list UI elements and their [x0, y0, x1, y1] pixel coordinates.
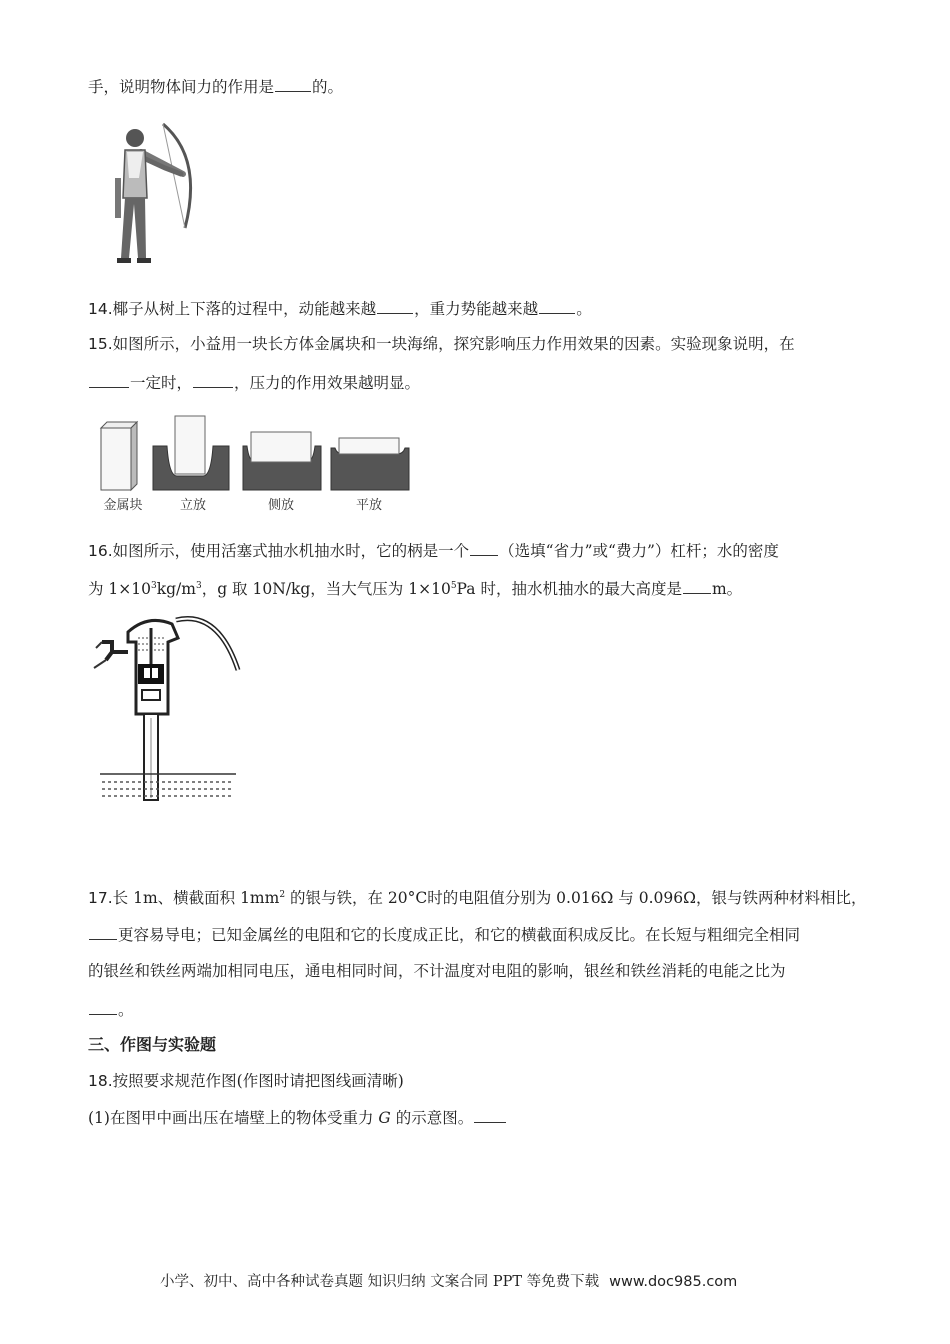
page-footer: 小学、初中、高中各种试卷真题 知识归纳 文案合同 PPT 等免费下载 www.doc985.com — [160, 1274, 738, 1290]
caption-metal-block: 金属块 — [103, 498, 143, 513]
answer-blank — [470, 540, 498, 556]
q13-line: 手，说明物体间力的作用是 的。 — [88, 78, 344, 96]
q15-line1: 15.如图所示，小益用一块长方体金属块和一块海绵，探究影响压力作用效果的因素。实验现象说明，在 — [88, 335, 795, 353]
q18-sub1: (1)在图甲中画出压在墙壁上的物体受重力 G 的示意图。 — [88, 1107, 507, 1128]
footer-link[interactable]: www.doc985.com — [609, 1274, 738, 1290]
answer-blank — [275, 76, 311, 92]
answer-blank — [474, 1107, 506, 1123]
q17-line2: 更容易导电；已知金属丝的电阻和它的长度成正比，和它的横截面积成反比。在长短与粗细完全相同 — [88, 924, 800, 945]
answer-blank — [89, 924, 117, 940]
answer-blank — [683, 578, 711, 594]
q17-line4: 。 — [88, 999, 134, 1020]
answer-blank — [539, 298, 575, 314]
caption-side: 侧放 — [267, 498, 294, 513]
sponge-experiment-figure — [95, 410, 415, 494]
answer-blank — [193, 372, 233, 388]
archer-figure — [105, 118, 205, 270]
q14-line: 14.椰子从树上下落的过程中，动能越来越 ，重力势能越来越 。 — [88, 300, 592, 318]
section-heading: 三、作图与实验题 — [88, 1035, 217, 1054]
q16-line2: 为 $1\times 10^3kg/m^3$，g 取 10N/kg，当大气压为 $1\times 10^5Pa$ 时，抽水机抽水的最大高度是 m。 — [88, 580, 743, 598]
water-pump-figure — [88, 608, 248, 804]
q17-line3: 的银丝和铁丝两端加相同电压，通电相同时间，不计温度对电阻的影响，银丝和铁丝消耗的电能之比为 — [88, 962, 786, 980]
caption-upright: 立放 — [179, 498, 206, 513]
q16-line1: 16.如图所示，使用活塞式抽水机抽水时，它的柄是一个 （选填“省力”或“费力”）杠杆；水的密度 — [88, 542, 779, 560]
q15-line2: 一定时， ，压力的作用效果越明显。 — [88, 372, 420, 393]
q17-line1: 17.长 1m、横截面积 $1mm^2$ 的银与铁，在 20°C时的电阻值分别为 0.016Ω 与 0.096Ω，银与铁两种材料相比， — [88, 889, 867, 907]
answer-blank — [377, 298, 413, 314]
caption-flat: 平放 — [355, 498, 382, 513]
answer-blank — [89, 372, 129, 388]
q18-line: 18.按照要求规范作图(作图时请把图线画清晰) — [88, 1072, 404, 1090]
answer-blank — [89, 999, 117, 1015]
